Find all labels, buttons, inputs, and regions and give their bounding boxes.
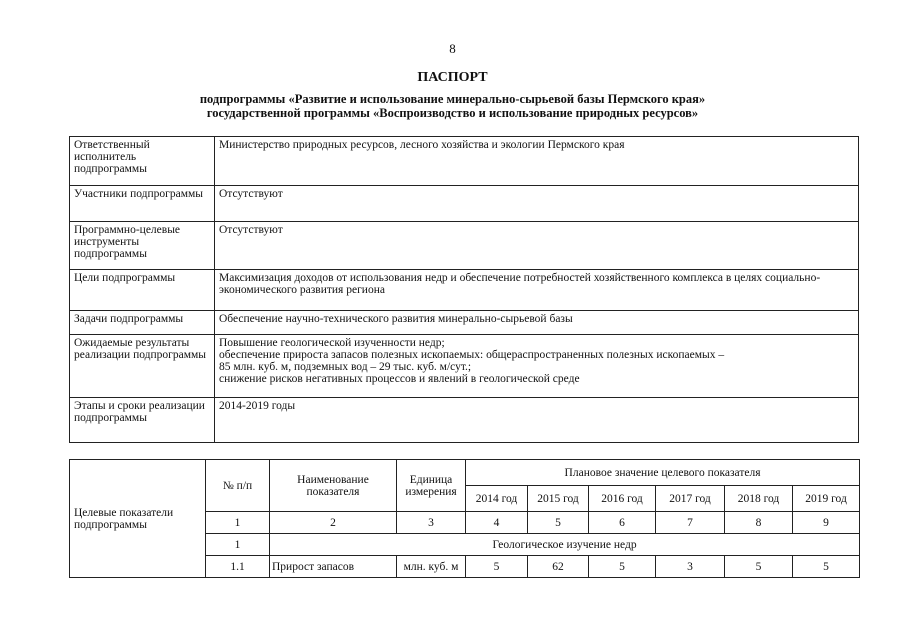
passport-row-value xyxy=(215,398,859,443)
value-line: обеспечение прироста запасов полезных ископаемых: общераспространенных полезных ископаемых – xyxy=(219,349,725,361)
column-number: 2 xyxy=(270,512,397,534)
indicators-side-label: Целевые показатели подпрограммы xyxy=(70,460,206,578)
passport-row xyxy=(70,270,859,311)
row-value: 3 xyxy=(656,556,725,578)
passport-row xyxy=(70,335,859,398)
passport-row-value xyxy=(215,186,859,222)
passport-table xyxy=(69,136,859,443)
document-title: ПАСПОРТ xyxy=(417,70,488,85)
value-line: Повышение геологической изученности недр; xyxy=(219,337,445,349)
header-year: 2019 год xyxy=(793,486,860,512)
value-line: 2014-2019 годы xyxy=(219,400,296,412)
passport-row-value xyxy=(215,335,859,398)
row-num: 1.1 xyxy=(206,556,270,578)
passport-row-label: Задачи подпрограммы xyxy=(70,311,215,335)
header-year: 2014 год xyxy=(466,486,528,512)
passport-row-label: Цели подпрограммы xyxy=(70,270,215,311)
row-unit: млн. куб. м xyxy=(397,556,466,578)
value-line: Отсутствуют xyxy=(219,188,283,200)
header-planned: Плановое значение целевого показателя xyxy=(466,460,860,486)
column-number: 1 xyxy=(206,512,270,534)
value-line: Отсутствуют xyxy=(219,224,283,236)
passport-row-label: Этапы и сроки реализации подпрограммы xyxy=(70,398,215,443)
section-title: Геологическое изучение недр xyxy=(270,534,860,556)
header-year: 2017 год xyxy=(656,486,725,512)
target-indicators-table xyxy=(69,459,860,578)
value-line: Обеспечение научно-технического развития минерально-сырьевой базы xyxy=(219,313,573,325)
passport-row-label: Ожидаемые результаты реализации подпрограммы xyxy=(70,335,215,398)
page-number: 8 xyxy=(449,41,456,56)
document-subtitle xyxy=(0,92,905,120)
passport-row xyxy=(70,186,859,222)
passport-row-label: Ответственный исполнитель подпрограммы xyxy=(70,137,215,186)
subtitle-line-1: подпрограммы «Развитие и использование минерально-сырьевой базы Пермского края» xyxy=(199,92,706,106)
passport-row xyxy=(70,311,859,335)
passport-row-value xyxy=(215,137,859,186)
header-unit: Единица измерения xyxy=(397,460,466,512)
passport-row-label: Программно-целевые инструменты подпрограммы xyxy=(70,222,215,270)
passport-row-value xyxy=(215,270,859,311)
row-value: 5 xyxy=(589,556,656,578)
header-year: 2018 год xyxy=(725,486,793,512)
header-year: 2015 год xyxy=(528,486,589,512)
value-line: Министерство природных ресурсов, лесного хозяйства и экологии Пермского края xyxy=(219,139,625,151)
passport-row xyxy=(70,137,859,186)
header-num: № п/п xyxy=(206,460,270,512)
passport-row-label: Участники подпрограммы xyxy=(70,186,215,222)
column-number: 8 xyxy=(725,512,793,534)
value-line: снижение рисков негативных процессов и явлений в геологической среде xyxy=(219,373,580,385)
column-number: 4 xyxy=(466,512,528,534)
header-year: 2016 год xyxy=(589,486,656,512)
passport-row-value xyxy=(215,311,859,335)
passport-row xyxy=(70,222,859,270)
passport-row xyxy=(70,398,859,443)
row-value: 62 xyxy=(528,556,589,578)
section-num: 1 xyxy=(206,534,270,556)
passport-row-value xyxy=(215,222,859,270)
header-name: Наименование показателя xyxy=(270,460,397,512)
row-value: 5 xyxy=(725,556,793,578)
column-number: 9 xyxy=(793,512,860,534)
row-value: 5 xyxy=(793,556,860,578)
subtitle-line-2: государственной программы «Воспроизводство и использование природных ресурсов» xyxy=(206,106,699,120)
value-line: Максимизация доходов от использования недр и обеспечение потребностей хозяйственного комплекса в целях социально-экономического развития региона xyxy=(219,272,821,296)
column-number: 5 xyxy=(528,512,589,534)
value-line: 85 млн. куб. м, подземных вод – 29 тыс. куб. м/сут.; xyxy=(219,361,472,373)
row-name: Прирост запасов xyxy=(270,556,397,578)
row-value: 5 xyxy=(466,556,528,578)
header-row xyxy=(70,460,860,486)
column-number: 6 xyxy=(589,512,656,534)
column-number: 3 xyxy=(397,512,466,534)
column-number: 7 xyxy=(656,512,725,534)
